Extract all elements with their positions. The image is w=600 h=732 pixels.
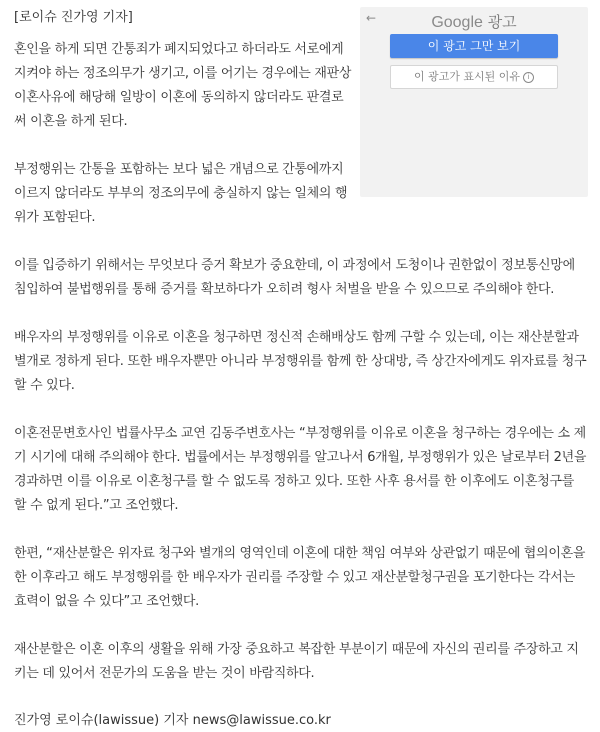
stop-ad-button[interactable]: 이 광고 그만 보기	[390, 34, 558, 58]
google-logo: Google	[431, 14, 483, 31]
article-paragraph: 부정행위는 간통을 포함하는 보다 넓은 개념으로 간통에까지 이르지 않더라도 부부의 정조의무에 충실하지 않는 일체의 행위가 포함된다.	[14, 162, 348, 225]
article-paragraph: 이혼전문변호사인 법률사무소 교연 김동주변호사는 “부정행위를 이유로 이혼을 청구하는 경우에는 소 제기 시기에 대해 주의해야 한다. 법률에서는 부정행위를 알고나서 6개월, 부정행위가 있은 날로부터 2년을 경과하면 이를 이유로 이혼청구를 할 수 없도록 정하고 있다. 또한 사후 용서를 한 이후에도 이혼청구를 할 수 없게 된다.”고 조언했다.	[14, 426, 587, 513]
footer-byline: 진가영 로이슈(lawissue) 기자 news@lawissue.co.kr	[14, 713, 331, 728]
article-paragraph: 이를 입증하기 위해서는 무엇보다 증거 확보가 중요한데, 이 과정에서 도청이나 권한없이 정보통신망에 침입하여 불법행위를 통해 증거를 확보하다가 오히려 형사 처벌을 받을 수 있으므로 주의해야 한다.	[14, 258, 575, 297]
article-paragraph: 배우자의 부정행위를 이유로 이혼을 청구하면 정신적 손해배상도 함께 구할 수 있는데, 이는 재산분할과 별개로 정하게 된다. 또한 배우자뿐만 아니라 부정행위를 함께 한 상대방, 즉 상간자에게도 위자료를 청구할 수 있다.	[14, 330, 587, 393]
article-paragraph: 재산분할은 이혼 이후의 생활을 위해 가장 중요하고 복잡한 부분이기 때문에 자신의 권리를 주장하고 지키는 데 있어서 전문가의 도움을 받는 것이 바람직하다.	[14, 642, 579, 681]
why-this-ad-button[interactable]	[390, 65, 558, 89]
ad-label: 광고	[487, 13, 517, 31]
back-arrow-icon[interactable]: ←	[366, 11, 377, 25]
ad-header	[360, 11, 588, 32]
info-icon: i	[523, 72, 534, 83]
reporter-byline: [로이슈 진가영 기자]	[14, 10, 133, 25]
google-ad-panel	[360, 7, 588, 197]
article-paragraph: 혼인을 하게 되면 간통죄가 폐지되었다고 하더라도 서로에게 지켜야 하는 정조의무가 생기고, 이를 어기는 경우에는 재판상 이혼사유에 해당해 일방이 이혼에 동의하지 않더라도 판결로써 이혼을 하게 된다.	[14, 42, 352, 129]
article-paragraph: 한편, “재산분할은 위자료 청구와 별개의 영역인데 이혼에 대한 책임 여부와 상관없기 때문에 협의이혼을 한 이후라고 해도 부정행위를 한 배우자가 권리를 주장할 수 있고 재산분할청구권을 포기한다는 각서는 효력이 없을 수 있다”고 조언했다.	[14, 546, 586, 609]
why-this-ad-label: 이 광고가 표시된 이유	[413, 70, 521, 83]
